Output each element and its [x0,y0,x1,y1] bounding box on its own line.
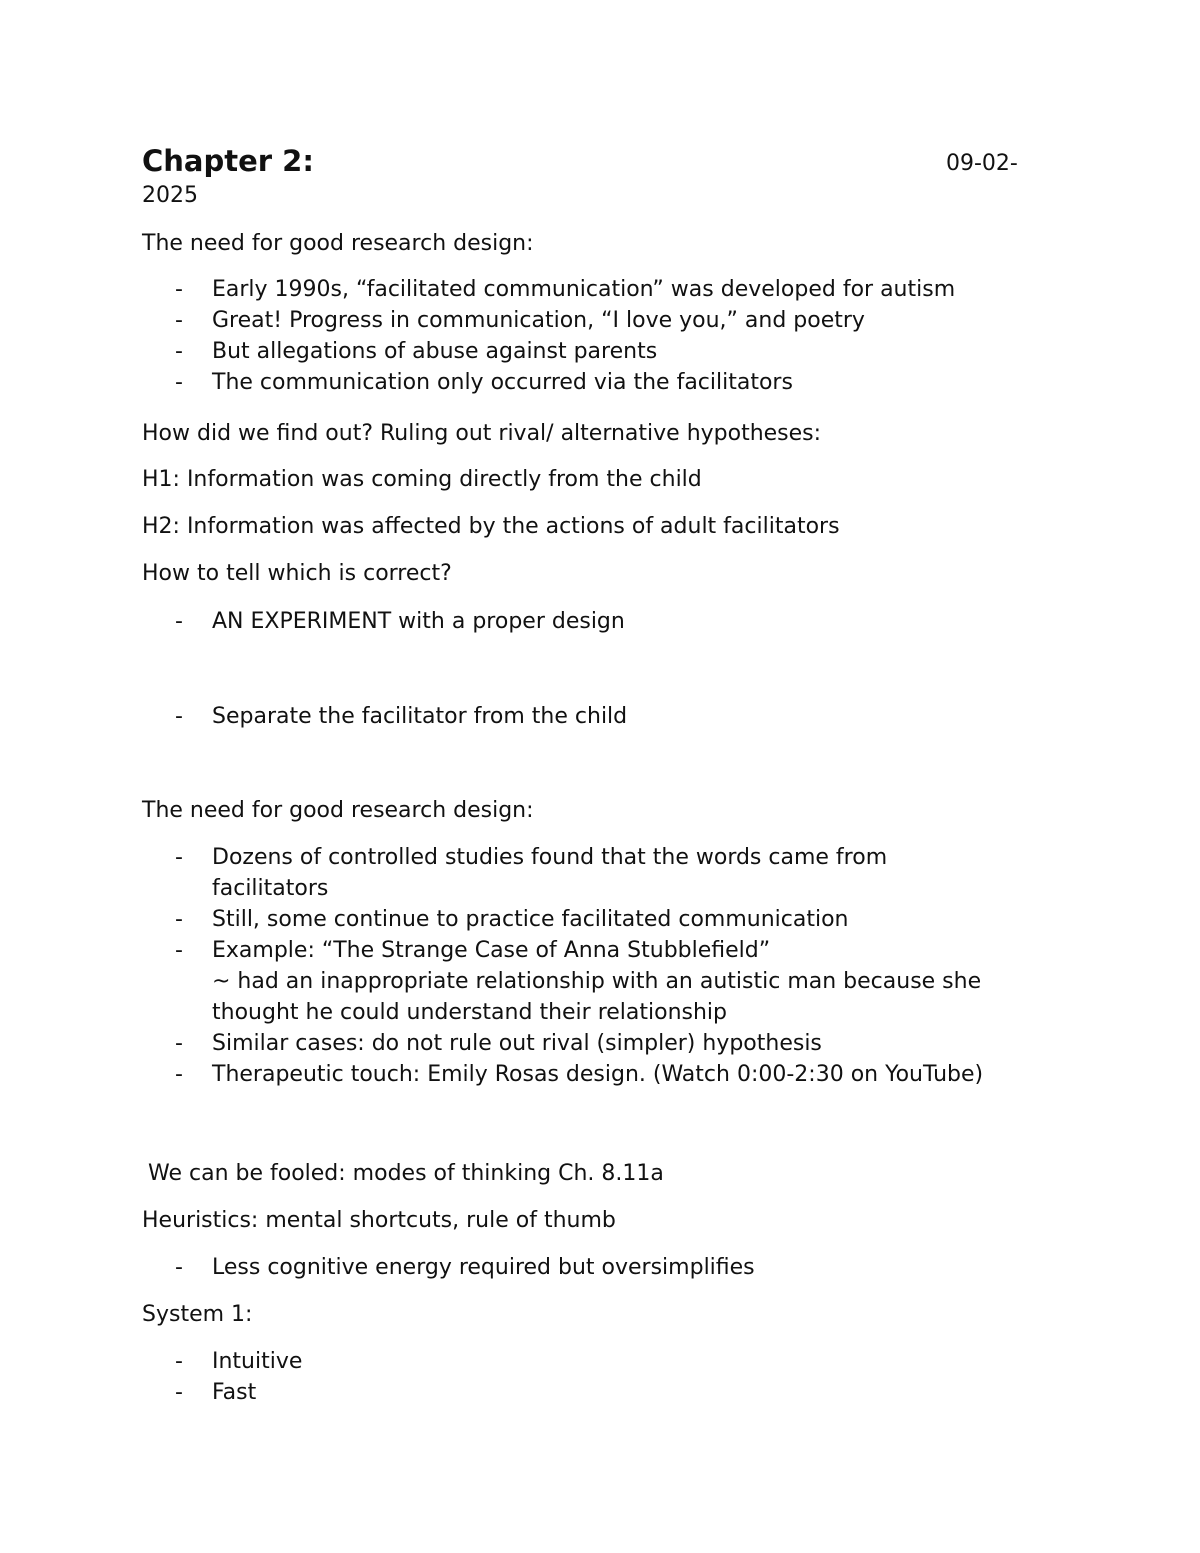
list-item: - Therapeutic touch: Emily Rosas design. (Watch 0:00-2:30 on YouTube) [0,1059,983,1090]
bullet-dash: - [175,1031,183,1056]
list-item: - Fast [0,1377,302,1408]
bullet-dash: - [175,277,183,302]
research-design-list [0,274,955,398]
bullet-dash: - [175,1062,183,1087]
bullet-dash: - [175,609,183,634]
list-item: - Similar cases: do not rule out rival (simpler) hypothesis [0,1028,983,1059]
list-item: - Intuitive [0,1346,302,1377]
bullet-dash: - [175,1255,183,1280]
list-item: - Dozens of controlled studies found that the words came from facilitators [0,842,983,904]
list-item: - Separate the facilitator from the child [0,701,627,732]
list-item: - AN EXPERIMENT with a proper design [0,606,625,637]
date-part-1: 09-02- [946,151,1018,176]
page-title: Chapter 2: [142,144,314,178]
separate-list [0,701,627,732]
bullet-dash: - [175,704,183,729]
bullet-dash: - [175,1380,183,1405]
bullet-dash: - [175,308,183,333]
system-1-list [0,1346,302,1408]
bullet-dash: - [175,370,183,395]
bullet-dash: - [175,938,183,963]
section-heading-research-design: The need for good research design: [142,231,534,256]
list-item: - The communication only occurred via the facilitators [0,367,955,398]
section-heading-research-design-2: The need for good research design: [142,798,534,823]
bullet-dash: - [175,907,183,932]
bullet-dash: - [175,339,183,364]
heuristics-definition: Heuristics: mental shortcuts, rule of thumb [142,1208,616,1233]
section-heading-fooled: We can be fooled: modes of thinking Ch. 8.11a [148,1161,664,1186]
hypothesis-h1: H1: Information was coming directly from the child [142,467,702,492]
hypothesis-h2: H2: Information was affected by the actions of adult facilitators [142,514,840,539]
controlled-studies-list [0,842,983,1090]
bullet-dash: - [175,1349,183,1374]
bullet-dash: - [175,845,183,870]
system-1-heading: System 1: [142,1302,253,1327]
hypotheses-question: How did we find out? Ruling out rival/ alternative hypotheses: [142,421,822,446]
list-item: - Great! Progress in communication, “I love you,” and poetry [0,305,955,336]
list-item: - Still, some continue to practice facilitated communication [0,904,983,935]
list-item: - Less cognitive energy required but oversimplifies [0,1252,755,1283]
list-item: - But allegations of abuse against parents [0,336,955,367]
which-correct-question: How to tell which is correct? [142,561,452,586]
heuristics-list [0,1252,755,1283]
list-item: - Example: “The Strange Case of Anna Stubblefield” ~ had an inappropriate relationship with an autistic man because she thought he could understand their relationship [0,935,983,1028]
experiment-list [0,606,625,637]
list-item: - Early 1990s, “facilitated communication” was developed for autism [0,274,955,305]
date-part-2: 2025 [142,183,198,208]
